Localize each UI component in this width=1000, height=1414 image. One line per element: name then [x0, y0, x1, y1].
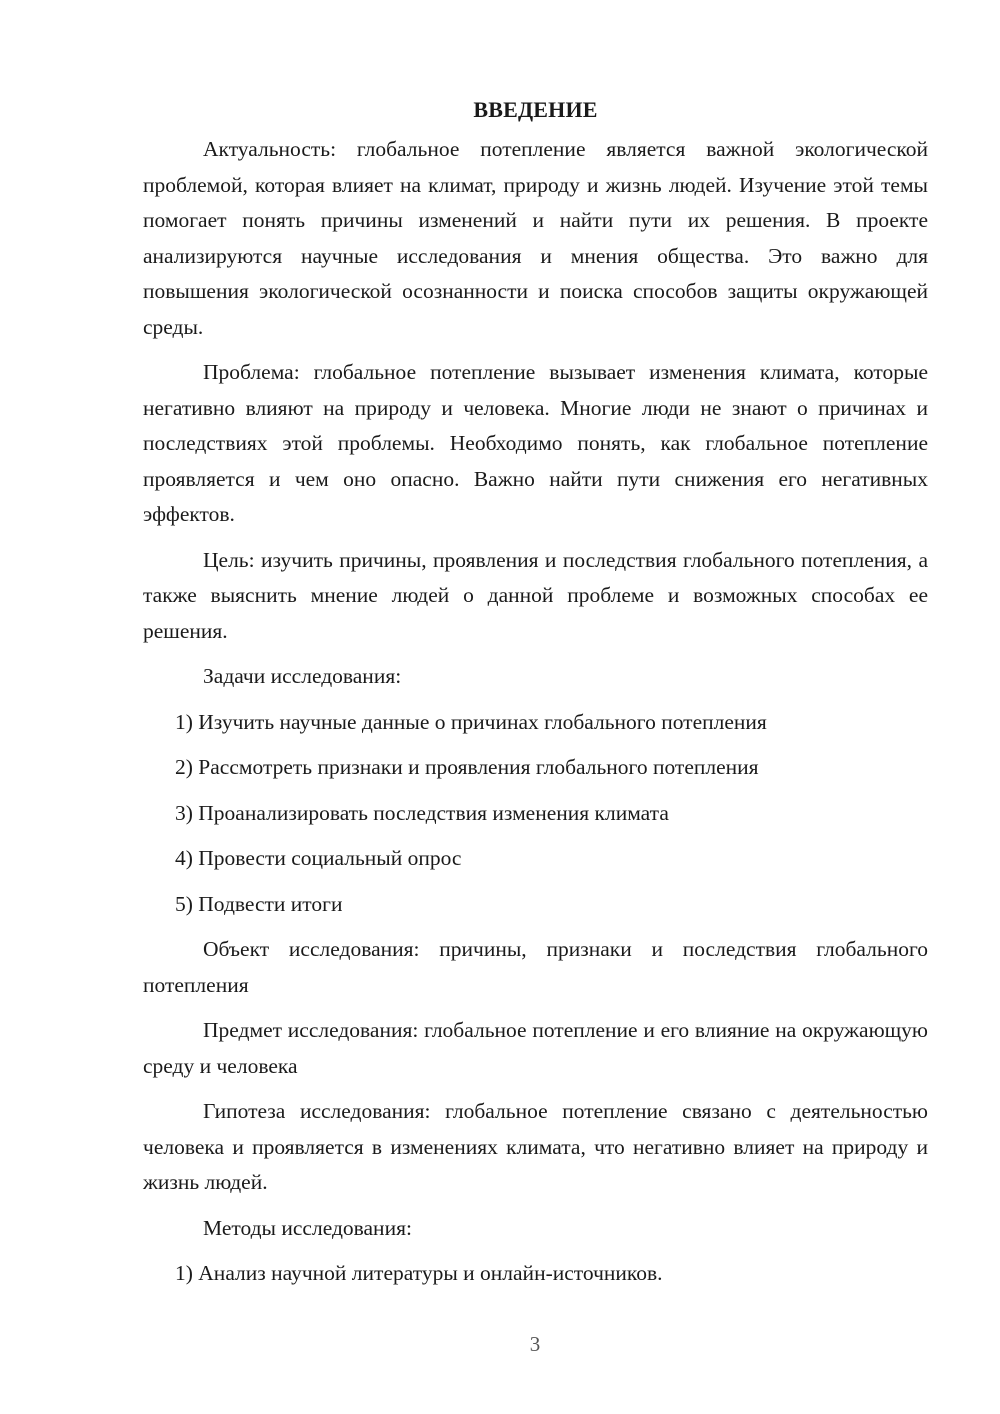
tasks-heading: Задачи исследования:: [203, 664, 402, 688]
list-item: 3) Проанализировать последствия изменения климата: [175, 800, 669, 825]
tasks-list: [143, 705, 928, 923]
paragraph-subject: Предмет исследования: глобальное потепление и его влияние на окружающую среду и человека: [143, 1018, 928, 1078]
document-page: [143, 92, 928, 1302]
methods-heading: Методы исследования:: [203, 1215, 412, 1240]
paragraph-relevance: Актуальность: глобальное потепление является важной экологической проблемой, которая влияет на климат, природу и жизнь людей. Изучение этой темы помогает понять причины изменений и найти пути их решения. В проекте анализируются научные исследования и мнения общества. Это важно для повышения экологической осознанности и поиска способов защиты окружающей среды.: [143, 137, 928, 339]
list-item: 5) Подвести итоги: [175, 891, 343, 916]
methods-list: [143, 1256, 928, 1292]
paragraph-goal: Цель: изучить причины, проявления и последствия глобального потепления, а также выяснить мнение людей о данной проблеме и возможных способах ее решения.: [143, 547, 928, 643]
list-item: 4) Провести социальный опрос: [175, 846, 462, 870]
list-item: 1) Изучить научные данные о причинах глобального потепления: [175, 709, 767, 734]
paragraph-problem: Проблема: глобальное потепление вызывает изменения климата, которые негативно влияют на природу и человека. Многие люди не знают о причинах и последствиях этой проблемы. Необходимо понять, как глобальное потепление проявляется и чем оно опасно. Важно найти пути снижения его негативных эффектов.: [143, 360, 928, 526]
paragraph-hypothesis: Гипотеза исследования: глобальное потепление связано с деятельностью человека и проявляется в изменениях климата, что негативно влияет на природу и жизнь людей.: [143, 1099, 928, 1194]
page-number: 3: [529, 1332, 541, 1356]
list-item: 2) Рассмотреть признаки и проявления глобального потепления: [175, 755, 759, 779]
paragraph-object: Объект исследования: причины, признаки и последствия глобального потепления: [143, 937, 928, 997]
list-item: 1) Анализ научной литературы и онлайн-источников.: [175, 1261, 663, 1285]
document-title: ВВЕДЕНИЕ: [473, 97, 598, 122]
